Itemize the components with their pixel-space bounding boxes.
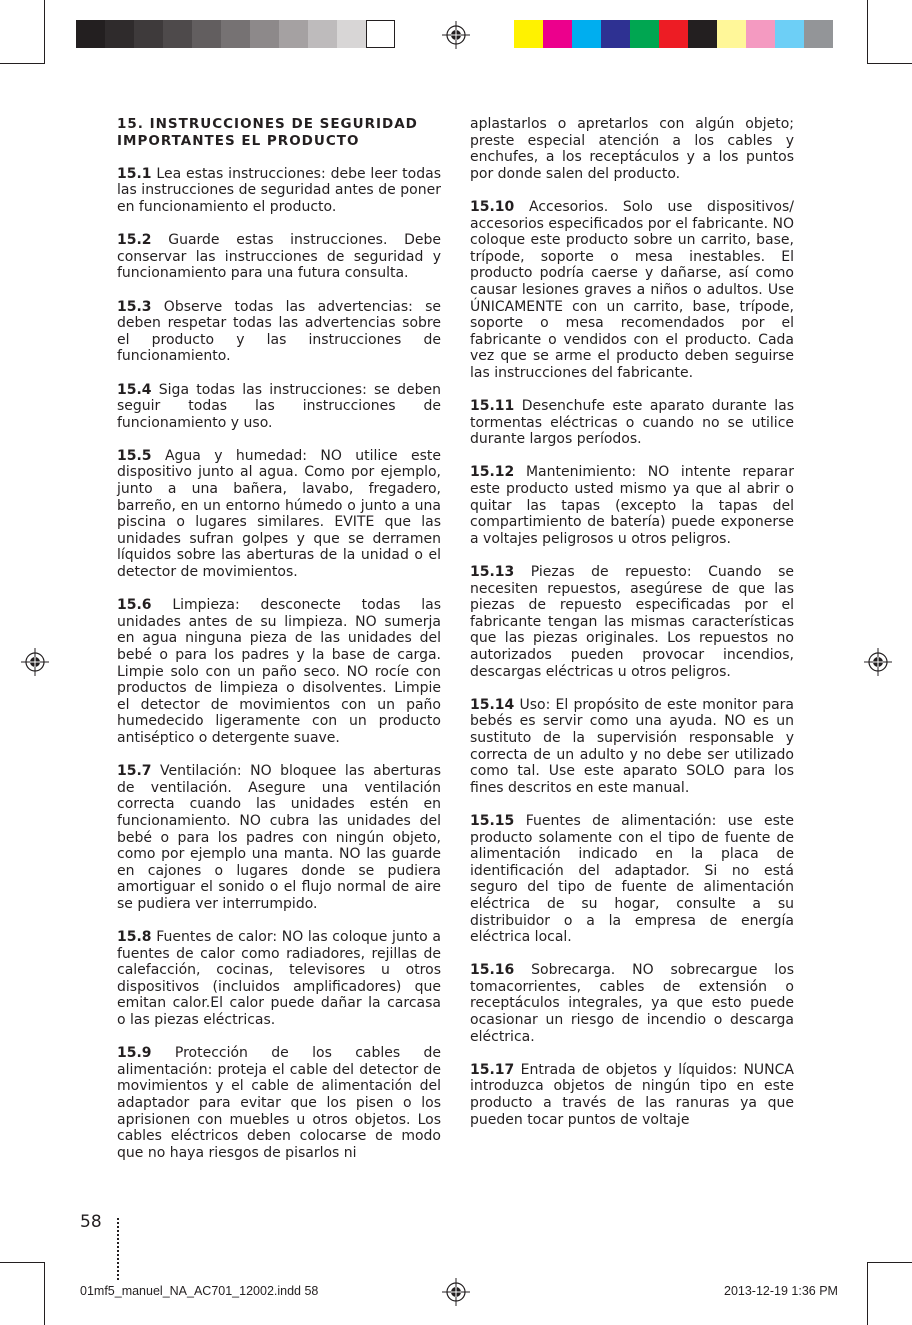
color-swatch xyxy=(572,20,601,48)
color-swatch xyxy=(775,20,804,48)
item-text: Siga todas las instrucciones: se deben seguir todas las instrucciones de funcionamiento y uso. xyxy=(117,381,442,431)
section-title-line: IMPORTANTES EL PRODUCTO xyxy=(117,132,360,149)
item-text: Ventilación: NO bloquee las aberturas de ventilación. Asegure una ventilación correcta cuando las unidades estén en funcionamiento. NO cubra las unidades del bebé o para los padres con ningún objeto, como por ejemplo una manta. NO las guarde en cajones o lugares donde se pudiera amortiguar el sonido o el flujo normal de aire se pudiera ver interrumpido. xyxy=(117,763,441,912)
item-number: 15.6 xyxy=(117,597,152,614)
item-number: 15.2 xyxy=(117,232,152,249)
registration-mark-icon xyxy=(864,648,892,676)
crop-mark xyxy=(0,1262,44,1263)
dotted-divider xyxy=(117,1218,119,1280)
instruction-item xyxy=(117,166,441,216)
right-column xyxy=(470,116,794,1145)
gray-swatch xyxy=(105,20,134,48)
item-text: Accesorios. Solo use dispositivos/ accesorios especificados por el fabricante. NO coloque este producto sobre un carrito, base, trípode, soporte o mesa inestables. El producto podría caerse y dañarse, así como causar lesiones graves a niños o adultos. Use ÚNICAMENTE con un carrito, base, trípode, soporte o mesa recomendados por el fabricante o vendidos con el producto. Cada vez que se arme el producto deben seguirse las instrucciones del fabricante. xyxy=(470,198,795,381)
instruction-item xyxy=(470,962,794,1045)
item-text: Mantenimiento: NO intente reparar este producto usted mismo ya que al abrir o quitar las tapas (excepto la tapas del compartimiento de batería) puede exponerse a voltajes peligrosos u otros peligros. xyxy=(470,464,795,547)
item-number: 15.8 xyxy=(117,929,152,946)
item-number: 15.11 xyxy=(470,398,515,415)
item-text: Fuentes de calor: NO las coloque junto a fuentes de calor como radiadores, rejillas de calefacción, cocinas, televisores u otros dispositivos (incluidos amplificadores) que emitan calor.El calor puede dañar la carcasa o las piezas eléctricas. xyxy=(117,929,441,1029)
crop-mark xyxy=(867,1262,868,1325)
instruction-item xyxy=(470,398,794,448)
gray-swatch xyxy=(337,20,366,48)
gray-swatch xyxy=(366,20,395,48)
continuation-text: aplastarlos o apretarlos con algún objeto; preste especial atención a los cables y enchufes, a los receptáculos y a los puntos por donde salen del producto. xyxy=(470,116,794,182)
gray-swatch xyxy=(221,20,250,48)
instruction-item xyxy=(117,448,441,581)
item-number: 15.10 xyxy=(470,198,515,215)
gray-swatch xyxy=(76,20,105,48)
instruction-item xyxy=(117,929,441,1029)
instruction-item xyxy=(117,232,441,282)
slug-date: 2013-12-19 1:36 PM xyxy=(724,1284,838,1298)
instruction-item xyxy=(470,564,794,680)
item-text: Limpieza: desconecte todas las unidades antes de su limpieza. NO sumerja en agua ninguna pieza de las unidades del bebé o para los padres y la base de carga. Limpie solo con un paño seco. NO rocíe con productos de limpieza o disolventes. Limpie el detector de movimientos con un paño humedecido ligeramente con un producto antiséptico o detergente suave. xyxy=(117,597,441,746)
color-swatch xyxy=(804,20,833,48)
instruction-item xyxy=(470,813,794,946)
registration-mark-icon xyxy=(442,21,470,49)
instruction-item xyxy=(117,1045,441,1161)
registration-mark-icon xyxy=(442,1278,470,1306)
item-text: Agua y humedad: NO utilice este dispositivo junto al agua. Como por ejemplo, junto a una bañera, lavabo, fregadero, barreño, en un entorno húmedo o junto a una piscina o lugares similares. EVITE que las unidades sufran golpes y que se derramen líquidos sobre las aberturas de la unidad o el detector de movimientos. xyxy=(117,447,441,581)
crop-mark xyxy=(867,0,868,64)
gray-swatch xyxy=(279,20,308,48)
slug-filename: 01mf5_manuel_NA_AC701_12002.indd 58 xyxy=(80,1284,319,1298)
item-text: Lea estas instrucciones: debe leer todas las instrucciones de seguridad antes de poner en funcionamiento el producto. xyxy=(117,165,441,215)
registration-mark-icon xyxy=(21,648,49,676)
crop-mark xyxy=(44,0,45,64)
section-title-line: 15. INSTRUCCIONES DE SEGURIDAD xyxy=(117,116,418,132)
instruction-item xyxy=(470,464,794,547)
item-text: Observe todas las advertencias: se deben respetar todas las advertencias sobre el producto y las instrucciones de funcionamiento. xyxy=(117,298,441,365)
color-swatch xyxy=(717,20,746,48)
color-swatch xyxy=(630,20,659,48)
color-swatch xyxy=(746,20,775,48)
item-number: 15.1 xyxy=(117,165,152,182)
item-number: 15.14 xyxy=(470,696,515,713)
item-number: 15.12 xyxy=(470,464,515,481)
item-text: Protección de los cables de alimentación: proteja el cable del detector de movimientos y el cable de alimentación del adaptador para evitar que los pisen o los aprisionen con muebles u otros objetos. Los cables eléctricos deben colocarse de modo que no haya riesgos de pisarlos ni xyxy=(117,1045,441,1161)
color-swatch xyxy=(514,20,543,48)
item-number: 15.15 xyxy=(470,812,515,829)
gray-swatch xyxy=(134,20,163,48)
item-number: 15.16 xyxy=(470,962,515,979)
crop-mark xyxy=(44,1262,45,1325)
page-number: 58 xyxy=(80,1212,102,1232)
color-swatch xyxy=(601,20,630,48)
color-swatch xyxy=(659,20,688,48)
gray-color-bar xyxy=(76,20,395,48)
section-title xyxy=(117,116,441,149)
item-text: Uso: El propósito de este monitor para bebés es servir como una ayuda. NO es un sustituto de la supervisión responsable y correcta de un adulto y no debe ser utilizado como tal. Use este aparato SOLO para los fines descritos en este manual. xyxy=(470,696,795,796)
instruction-item xyxy=(470,697,794,797)
crop-mark xyxy=(868,1262,912,1263)
item-text: Guarde estas instrucciones. Debe conservar las instrucciones de seguridad y funcionamiento para una futura consulta. xyxy=(117,232,441,282)
item-text: Fuentes de alimentación: use este producto solamente con el tipo de fuente de alimentación indicado en la placa de identificación del adaptador. Si no está seguro del tipo de fuente de alimentación eléctrica de su hogar, consulte a su distribuidor o a la empresa de energía eléctrica local. xyxy=(470,812,794,946)
gray-swatch xyxy=(192,20,221,48)
item-text: Piezas de repuesto: Cuando se necesiten repuestos, asegúrese de que las piezas de repuesto especificadas por el fabricante tengan las mismas características que las piezas originales. Los repuestos no autorizados pueden provocar incendios, descargas eléctricas u otros peligros. xyxy=(470,564,795,680)
instruction-item xyxy=(470,199,794,382)
instruction-item xyxy=(470,1062,794,1128)
gray-swatch xyxy=(308,20,337,48)
item-number: 15.4 xyxy=(117,381,152,398)
item-number: 15.3 xyxy=(117,298,152,315)
crop-mark xyxy=(0,63,44,64)
left-column xyxy=(117,116,441,1178)
process-color-bar xyxy=(514,20,833,48)
instruction-item xyxy=(117,763,441,912)
item-number: 15.17 xyxy=(470,1061,515,1078)
item-text: Sobrecarga. NO sobrecargue los tomacorrientes, cables de extensión o receptáculos integrales, ya que esto puede ocasionar un riesgo de incendio o descarga eléctrica. xyxy=(470,962,795,1045)
gray-swatch xyxy=(163,20,192,48)
gray-swatch xyxy=(250,20,279,48)
item-text: Desenchufe este aparato durante las tormentas eléctricas o cuando no se utilice durante largos períodos. xyxy=(470,398,794,448)
instruction-item xyxy=(117,299,441,365)
item-number: 15.13 xyxy=(470,564,515,581)
item-number: 15.7 xyxy=(117,763,152,780)
item-text: Entrada de objetos y líquidos: NUNCA introduzca objetos de ningún tipo en este producto a través de las ranuras ya que pueden tocar puntos de voltaje xyxy=(470,1061,794,1128)
item-number: 15.9 xyxy=(117,1045,152,1062)
instruction-item xyxy=(117,382,441,432)
item-number: 15.5 xyxy=(117,447,152,464)
color-swatch xyxy=(688,20,717,48)
instruction-item xyxy=(117,597,441,746)
color-swatch xyxy=(543,20,572,48)
crop-mark xyxy=(868,63,912,64)
